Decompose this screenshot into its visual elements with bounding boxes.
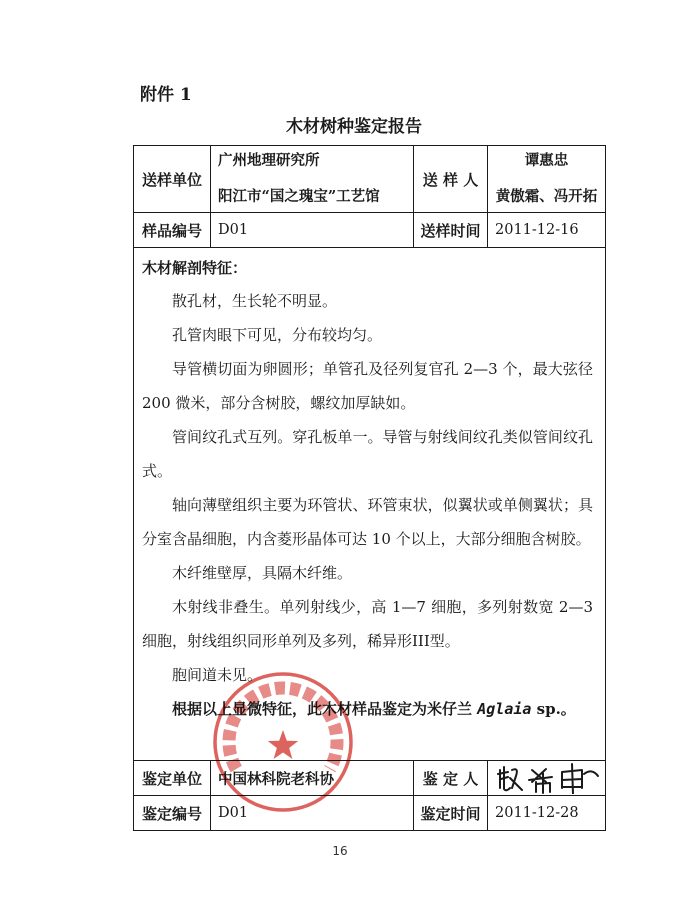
sample-number-value: D01: [210, 212, 414, 248]
anatomy-paragraph: 管间纹孔式互列。穿孔板单一。导管与射线间纹孔类似管间纹孔式。: [142, 428, 593, 480]
identification-date-value: 2011-12-28: [487, 795, 606, 831]
submitting-unit-line-2: 阳江市“国之瑰宝”工艺馆: [218, 188, 380, 205]
conclusion-suffix: sp.。: [531, 700, 576, 718]
handwritten-signature: [496, 762, 602, 794]
submitter-line-1: 谭惠忠: [524, 152, 569, 169]
attachment-label: 附件 1: [140, 85, 192, 105]
submitter-line-2: 黄傲霜、冯开拓: [495, 188, 598, 205]
report-table: [133, 145, 606, 831]
signature-stroke: [529, 769, 552, 793]
submission-date-label: 送样时间: [413, 212, 488, 248]
anatomy-paragraph: 导管横切面为卵圆形；单管孔及径列复官孔 2—3 个，最大弦径 200 微米，部分含树胶，螺纹加厚缺如。: [142, 360, 593, 412]
anatomy-paragraph: 胞间道未见。: [172, 666, 263, 684]
identification-number-label: 鉴定编号: [133, 795, 211, 831]
anatomy-heading: 木材解剖特征：: [142, 259, 248, 277]
submitter-value: [487, 145, 606, 213]
anatomy-section: [133, 247, 606, 761]
identifier-label: 鉴 定 人: [413, 760, 488, 796]
identifying-unit-label: 鉴定单位: [133, 760, 211, 796]
identification-number-value: D01: [210, 795, 414, 831]
submitter-label: 送 样 人: [413, 145, 488, 213]
conclusion-genus-name: Aglaia: [477, 700, 532, 718]
conclusion-text: 根据以上显微特征，此木材样品鉴定为米仔兰: [172, 700, 478, 718]
submitting-unit-line-1: 广州地理研究所: [218, 152, 320, 169]
identifying-unit-value: 中国林科院老科协: [210, 760, 414, 796]
anatomy-paragraph: 孔管肉眼下可见，分布较均匀。: [172, 326, 383, 344]
page-number: 16: [332, 844, 348, 858]
signature-stroke: [498, 767, 522, 790]
anatomy-paragraph: 木纤维壁厚，具隔木纤维。: [172, 564, 353, 582]
signature-stroke: [562, 764, 598, 794]
submitting-unit-value: [210, 145, 414, 213]
identification-conclusion: [142, 692, 593, 726]
submitting-unit-label: 送样单位: [133, 145, 211, 213]
sample-number-label: 样品编号: [133, 212, 211, 248]
identification-date-label: 鉴定时间: [413, 795, 488, 831]
anatomy-paragraph: 木射线非叠生。单列射线少，高 1—7 细胞，多列射数宽 2—3 细胞，射线组织同形单列及多列，稀异形III型。: [142, 598, 593, 650]
anatomy-paragraph: 散孔材，生长轮不明显。: [172, 292, 338, 310]
anatomy-paragraph: 轴向薄壁组织主要为环管状、环管束状，似翼状或单侧翼状；具分室含晶细胞，内含菱形晶体可达 10 个以上，大部分细胞含树胶。: [142, 496, 593, 548]
document-title: 木材树种鉴定报告: [286, 117, 422, 137]
submission-date-value: 2011-12-16: [487, 212, 606, 248]
anatomy-paragraphs: [142, 284, 593, 726]
